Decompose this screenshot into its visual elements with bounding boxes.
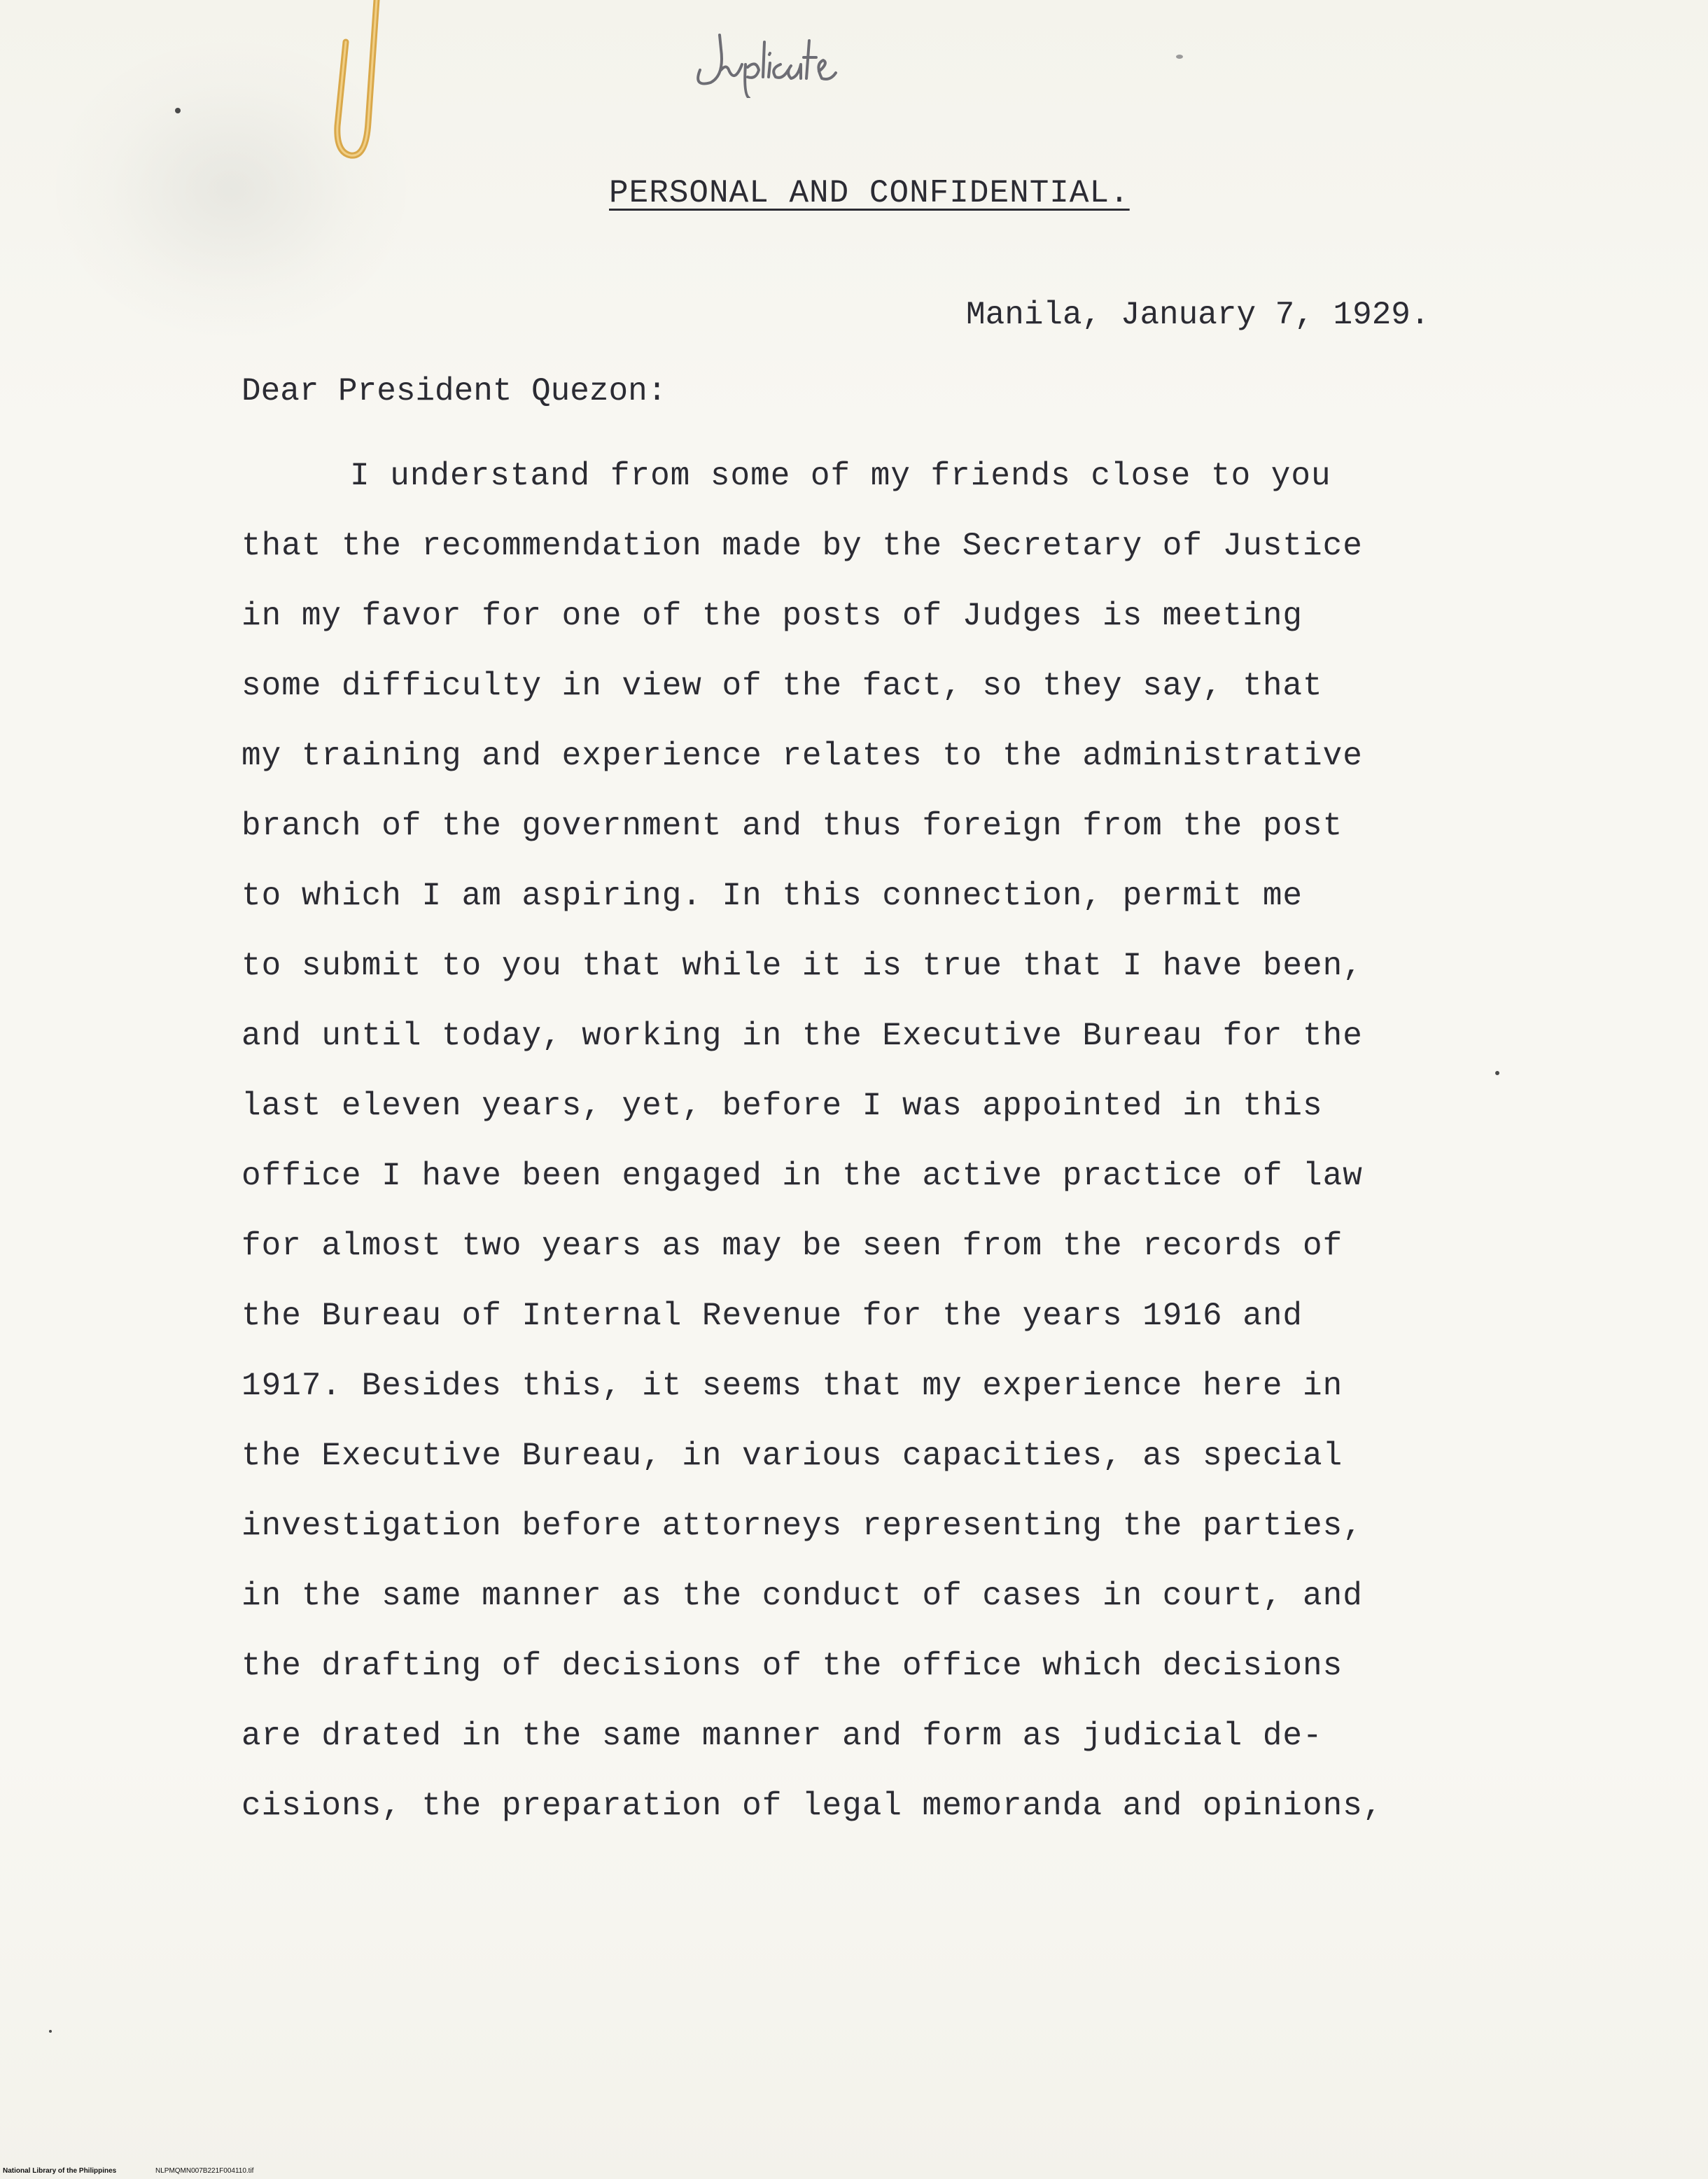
body-line: some difficulty in view of the fact, so they say, that xyxy=(241,668,1323,704)
ink-speck xyxy=(1176,55,1183,59)
body-line: branch of the government and thus foreign from the post xyxy=(241,808,1343,844)
ink-speck xyxy=(175,108,181,113)
body-line: in the same manner as the conduct of cases in court, and xyxy=(241,1578,1363,1614)
body-line: my training and experience relates to the administrative xyxy=(241,738,1363,774)
body-line: that the recommendation made by the Secretary of Justice xyxy=(241,528,1363,564)
body-line: are drated in the same manner and form as judicial de- xyxy=(241,1718,1323,1754)
body-line: to submit to you that while it is true that I have been, xyxy=(241,948,1363,984)
letter-body xyxy=(241,441,1544,1841)
body-line: in my favor for one of the posts of Judges is meeting xyxy=(241,598,1303,634)
letter-date: Manila, January 7, 1929. xyxy=(966,297,1430,333)
ink-speck xyxy=(1495,1071,1499,1075)
body-line: and until today, working in the Executive Bureau for the xyxy=(241,1018,1363,1054)
body-line: investigation before attorneys representing the parties, xyxy=(241,1508,1363,1544)
body-line: 1917. Besides this, it seems that my experience here in xyxy=(241,1368,1343,1404)
archive-label: National Library of the Philippines xyxy=(3,2167,117,2175)
body-line: the Bureau of Internal Revenue for the years 1916 and xyxy=(241,1298,1303,1334)
paperclip-icon xyxy=(326,0,396,175)
file-id-label: NLPMQMN007B221F004110.tif xyxy=(155,2167,254,2175)
body-line: office I have been engaged in the active practice of law xyxy=(241,1158,1363,1194)
body-line: last eleven years, yet, before I was appointed in this xyxy=(241,1088,1323,1124)
body-line: to which I am aspiring. In this connection, permit me xyxy=(241,878,1303,914)
body-line: I understand from some of my friends close to you xyxy=(350,458,1331,494)
ink-speck xyxy=(49,2030,52,2033)
handwritten-duplicate-note xyxy=(686,21,910,98)
body-line: for almost two years as may be seen from the records of xyxy=(241,1228,1343,1264)
document-heading: PERSONAL AND CONFIDENTIAL. xyxy=(609,175,1130,211)
body-line: the drafting of decisions of the office which decisions xyxy=(241,1648,1343,1684)
letter-salutation: Dear President Quezon: xyxy=(241,373,667,409)
body-line: the Executive Bureau, in various capacities, as special xyxy=(241,1438,1343,1474)
body-line: cisions, the preparation of legal memoranda and opinions, xyxy=(241,1788,1383,1824)
